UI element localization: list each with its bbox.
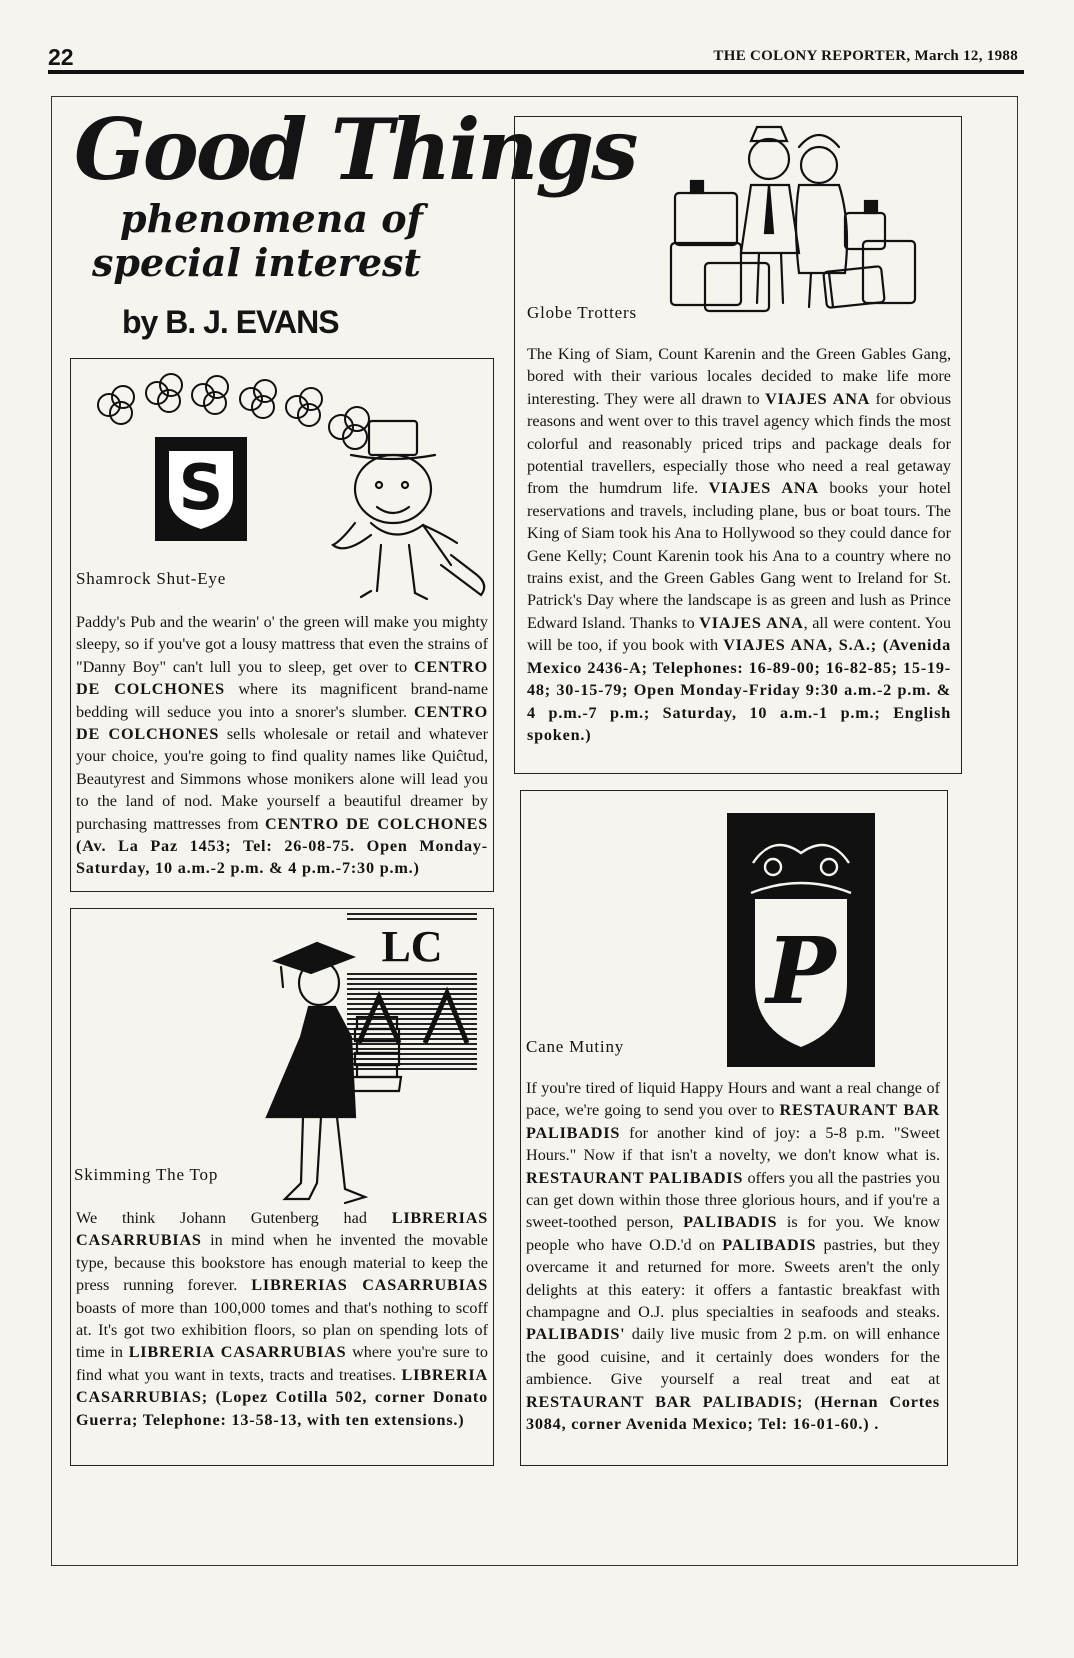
article-body xyxy=(76,1207,488,1431)
business-name-text: RESTAURANT PALIBADIS xyxy=(526,1168,744,1187)
business-name-text: VIAJES ANA, S.A.; (Avenida Mexico 2436-A; Telephones: 16-89-00; 16-82-85; 15-19-48; 30-15-79; Open Monday-Friday 9:30 a.m.-2 p.m. & 4 p.m.-7 p.m.; Saturday, 10 a.m.-1 p.m.; English spoken.) xyxy=(527,636,952,744)
business-name-text: VIAJES ANA xyxy=(699,613,804,632)
body-text-run: , all were content. You will be too, if you book with xyxy=(527,613,951,655)
article-body xyxy=(526,1077,940,1436)
centro-colchones-logo xyxy=(155,437,247,541)
body-text-run: offers you all the pastries you can get down within those three glorious hours, and if you're a sweet-toothed person, xyxy=(526,1168,940,1232)
article-globe xyxy=(514,116,962,774)
body-text-run: pastries, but they overcame it and returned for more. Sweets aren't the only delights at this eatery: it offers a fantastic breakfast with champagne and O.J. plus specialties in seafoods and steaks. xyxy=(526,1235,940,1322)
logo-letter: S xyxy=(178,451,224,524)
business-name-text: VIAJES ANA xyxy=(708,479,819,498)
column-title: Good Things xyxy=(74,100,636,199)
business-name-text: LIBRERIAS CASARRUBIAS xyxy=(76,1209,488,1250)
body-text-run: for obvious reasons and went over to this travel agency which finds the most colorful and reasonably priced trips and package deals for potential travellers, especially those who need a real getaway from the humdrum life. xyxy=(527,389,951,498)
business-name-text: PALIBADIS xyxy=(683,1213,778,1232)
body-text-run: where its magnificent brand-name bedding will seduce you into a snorer's slumber. xyxy=(76,680,488,721)
column-subtitle-line2: special interest xyxy=(92,240,421,285)
logo-letters: LC xyxy=(347,921,477,972)
travelers-with-luggage-illustration xyxy=(669,123,931,315)
scholar-with-books-illustration xyxy=(261,927,411,1207)
article-shamrock xyxy=(70,358,494,892)
header-rule xyxy=(48,70,1024,74)
column-subtitle-line1: phenomena of xyxy=(120,196,423,241)
business-name-text: LIBRERIA CASARRUBIAS; (Lopez Cotilla 502, corner Donato Guerra; Telephone: 13-58-13, with ten extensions.) xyxy=(76,1365,488,1429)
business-name-text: CENTRO DE COLCHONES xyxy=(76,702,488,744)
body-text-run: sells wholesale or retail and whatever your choice, you're going to find quality names like Quiĉtud, Beautyrest and Simmons whose monikers alone will lead you to the land of nod. Make yourself a beautiful dreamer by purchasing mattresses from xyxy=(76,725,489,833)
leprechaun-illustration xyxy=(311,415,491,605)
logo-letter: P xyxy=(766,917,836,1025)
body-text-run: The King of Siam, Count Karenin and the Green Gables Gang, bored with their various locales decided to make life more interesting. They were all drawn to xyxy=(527,345,951,408)
business-name-text: CENTRO DE COLCHONES xyxy=(76,657,488,699)
business-name-text: CENTRO DE COLCHONES (Av. La Paz 1453; Tel: 26-08-75. Open Monday-Saturday, 10 a.m.-2 p.m. & 4 p.m.-7:30 p.m.) xyxy=(76,814,488,878)
globe-dot-icon xyxy=(731,817,773,859)
article-skimming xyxy=(70,908,494,1466)
business-name-text: LIBRERIA CASARRUBIAS xyxy=(128,1343,347,1362)
business-name-text: PALIBADIS' xyxy=(526,1325,626,1344)
body-text-run: where you're sure to find what you want in texts, tracts and treatises. xyxy=(76,1343,488,1384)
byline: by B. J. EVANS xyxy=(122,304,339,340)
article-caption: Skimming The Top xyxy=(74,1165,219,1184)
business-name-text: LIBRERIAS CASARRUBIAS xyxy=(251,1276,488,1295)
business-name-text: RESTAURANT BAR PALIBADIS xyxy=(526,1101,940,1142)
business-name-text: VIAJES ANA xyxy=(765,389,871,408)
masthead: THE COLONY REPORTER, March 12, 1988 xyxy=(713,48,1018,64)
article-caption: Shamrock Shut-Eye xyxy=(76,569,227,588)
body-text-run: Paddy's Pub and the wearin' o' the green will make you mighty sleepy, so if you've got a lousy mattress that even the strains of "Danny Boy" can't lull you to sleep, get over to xyxy=(76,613,488,676)
page-number: 22 xyxy=(48,44,74,70)
body-text-run: daily live music from 2 p.m. on will enhance the good cuisine, and it certainly does wonders for the ambience. Give yourself a real treat and eat at xyxy=(526,1325,940,1389)
body-text-run: We think Johann Gutenberg had xyxy=(76,1209,392,1227)
body-text-run: books your hotel reservations and travels, including plane, bus or boat tours. The King of Siam took his Ana to Hollywood so they could dance for Gene Kelly; Count Karenin took his Ana to a country where no trains exist, and the Green Gables Gang went to Ireland for St. Patrick's Day where the landscape is as green and lush as Prince Edward Island. Thanks to xyxy=(527,479,951,632)
article-cane xyxy=(520,790,948,1466)
body-text-run: for another kind of joy: a 5-8 p.m. "Sweet Hours." Now if that isn't a novelty, we don't know what is. xyxy=(526,1123,940,1165)
article-caption: Cane Mutiny xyxy=(526,1037,625,1056)
article-caption: Globe Trotters xyxy=(527,303,637,322)
body-text-run: in mind when he invented the movable type, because this bookstore has enough material to keep the press running forever. xyxy=(76,1231,488,1295)
article-body xyxy=(76,611,488,880)
body-text-run: is for you. We know people who have O.D.'d on xyxy=(526,1213,940,1254)
business-name-text: RESTAURANT BAR PALIBADIS; (Hernan Cortes 3084, corner Avenida Mexico; Tel: 16-01-60.) . xyxy=(526,1392,940,1434)
body-text-run: boasts of more than 100,000 tomes and that's nothing to scoff at. It's got two exhibition floors, so plan on spending lots of time in xyxy=(76,1298,488,1362)
article-body xyxy=(527,343,951,746)
body-text-run: If you're tired of liquid Happy Hours and want a real change of pace, we're going to send you over to xyxy=(526,1079,940,1120)
business-name-text: PALIBADIS xyxy=(722,1235,817,1254)
